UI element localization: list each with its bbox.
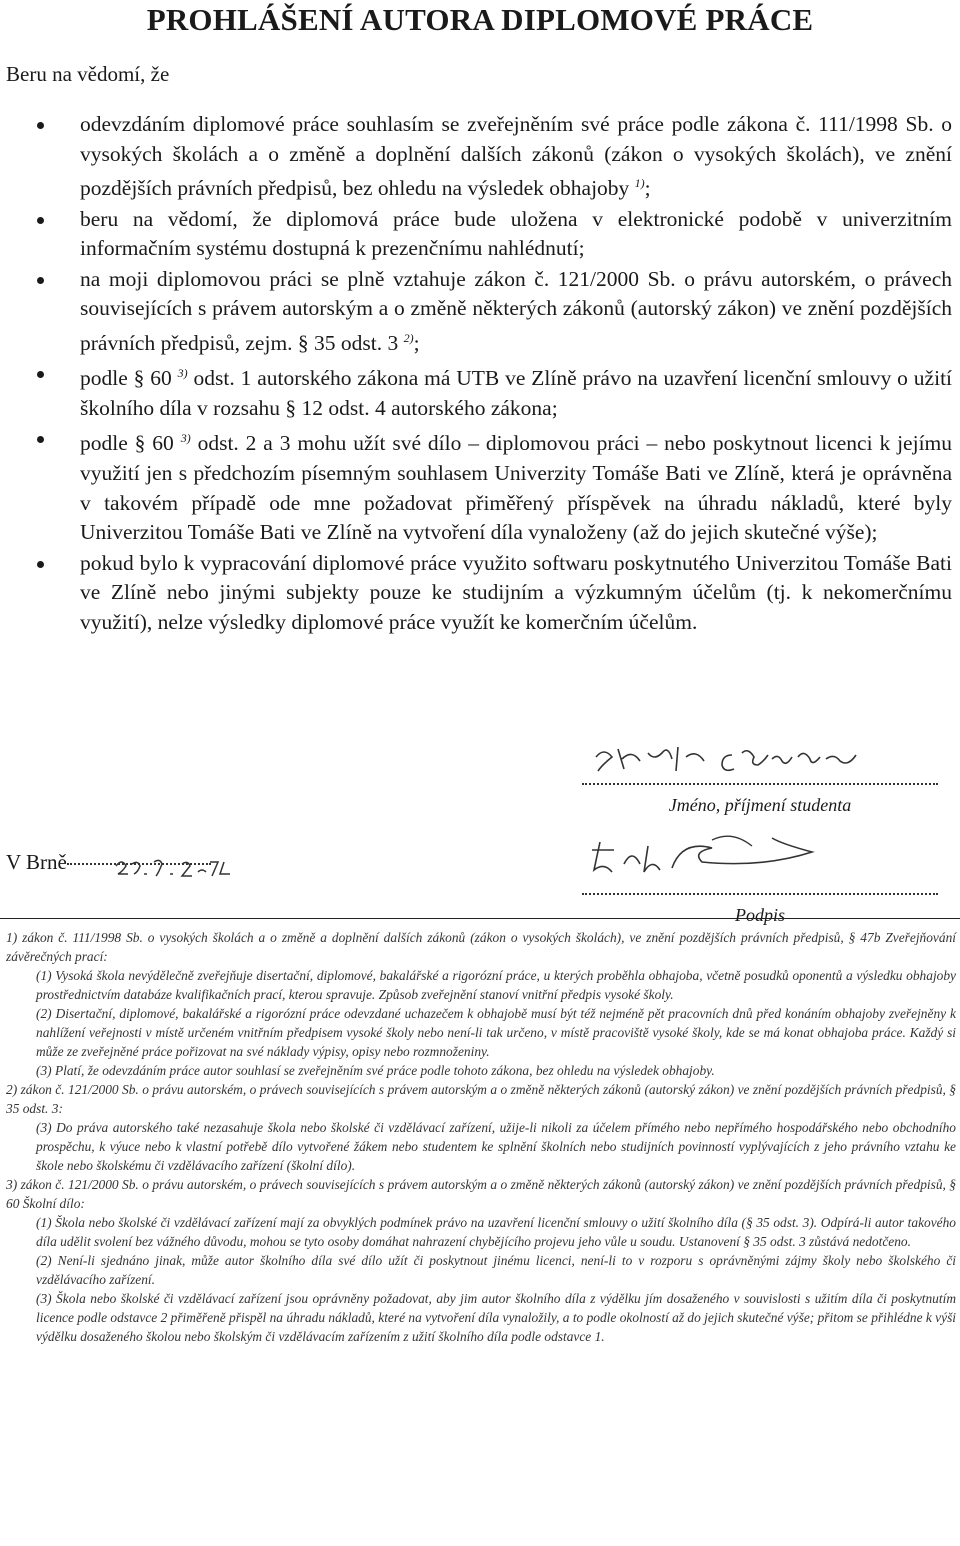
bullet-icon xyxy=(37,122,44,129)
handwritten-date-image xyxy=(110,852,240,882)
handwritten-name-image xyxy=(582,735,938,783)
footnotes xyxy=(6,928,956,1346)
footnote-ref: 3) xyxy=(180,431,191,446)
footnote-2: 2) zákon č. 121/2000 Sb. o právu autorském, o právech souvisejících s právem autorským a o změně některých zákonů (autorský zákon) ve znění pozdějších právních předpisů, § 35 odst. 3: xyxy=(6,1082,956,1116)
list-item xyxy=(0,424,960,547)
list-item xyxy=(0,359,960,423)
item-text-end: ; xyxy=(413,330,420,355)
footnote-1: 1) zákon č. 111/1998 Sb. o vysokých školách a o změně a doplnění dalších zákonů (zákon o vysokých školách), ve znění pozdějších právních předpisů, § 47b Zveřejňování závěrečných prací: xyxy=(6,930,956,964)
footnote-1-para-2: (2) Disertační, diplomové, bakalářské a rigorózní práce odevzdané uchazečem k obhajobě musí být též nejméně pět pracovních dnů před konáním obhajoby zveřejněny k nahlížení veřejnosti v místě určeném vnitřním předpisem vysoké školy nebo není-li tak určeno, v místě pracoviště vysoké školy, kde se má konat obhajoba práce. Každý si může ze zveřejněné práce pořizovat na své náklady výpisy, opisy nebo rozmnoženiny. xyxy=(36,1006,956,1059)
item-text: podle § 60 xyxy=(80,431,174,456)
list-item xyxy=(0,110,960,204)
footnote-3-para-3: (3) Škola nebo školské či vzdělávací zařízení jsou oprávněny požadovat, aby jim autor školního díla z výdělku jím dosaženého v souvislosti s užitím díla či poskytnutím licence podle odstavce 2 přiměřeně přispěl na úhradu nákladů, které na vytvoření díla vynaložily, a to podle okolností až do jejich skutečné výše; přitom se přihlédne k výši výdělku dosaženého školou nebo školským či vzdělávacím zařízením z užití školního díla podle odstavce 1. xyxy=(36,1291,956,1344)
signature-label: Podpis xyxy=(734,905,785,925)
footnote-1-para-1: (1) Vysoká škola nevýdělečně zveřejňuje disertační, diplomové, bakalářské a rigorózní práce, u kterých proběhla obhajoba, včetně posudků oponentů a výsledku obhajoby prostřednictvím databáze kvalifikačních prací, kterou spravuje. Způsob zveřejnění stanoví vnitřní předpis vysoké školy. xyxy=(36,968,956,1002)
bullet-icon xyxy=(37,277,44,284)
footnote-divider xyxy=(0,918,960,919)
bullet-icon xyxy=(37,561,44,568)
footnote-3-para-1: (1) Škola nebo školské či vzdělávací zařízení mají za obvyklých podmínek právo na uzavření licenční smlouvy o užití školního díla (§ 35 odst. 3). Odpírá-li autor takového díla udělit svolení bez vážného důvodu, mohou se tyto osoby domáhat nahrazení chybějícího projevu jeho vůle u soudu. Ustanovení § 35 odst. 3 zůstává nedotčeno. xyxy=(36,1215,956,1249)
intro-text: Beru na vědomí, že xyxy=(6,62,170,86)
name-label: Jméno, příjmení studenta xyxy=(668,795,852,815)
footnote-ref: 3) xyxy=(177,366,188,381)
declaration-list xyxy=(0,110,960,638)
footnote-3: 3) zákon č. 121/2000 Sb. o právu autorském, o právech souvisejících s právem autorským a o změně některých zákonů (autorský zákon) ve znění pozdějších právních předpisů, § 60 Školní dílo: xyxy=(6,1177,956,1211)
signature-dotted-line xyxy=(582,893,938,895)
name-block xyxy=(582,735,938,816)
footnote-1-para-3: (3) Platí, že odevzdáním práce autor souhlasí se zveřejněním své práce podle tohoto zákona, bez ohledu na výsledek obhajoby. xyxy=(36,1063,715,1078)
footnote-ref: 2) xyxy=(403,330,414,345)
item-text: odevzdáním diplomové práce souhlasím se zveřejněním své práce podle zákona č. 111/1998 Sb. o vysokých školách a o změně a doplnění dalších zákonů (zákon o vysokých školách), ve znění pozdějších právních předpisů, bez ohledu na výsledek obhajoby xyxy=(80,112,952,201)
page-title: PROHLÁŠENÍ AUTORA DIPLOMOVÉ PRÁCE xyxy=(146,2,814,37)
item-text-end: odst. 1 autorského zákona má UTB ve Zlíně právo na uzavření licenční smlouvy o užití školního díla v rozsahu § 12 odst. 4 autorského zákona; xyxy=(80,366,953,420)
footnote-2-para-1: (3) Do práva autorského také nezasahuje škola nebo školské či vzdělávací zařízení, užije-li nikoli za účelem přímého nebo nepřímého hospodářského nebo obchodního prospěchu, k výuce nebo k vlastní potřebě dílo vytvořené žákem nebo studentem ke splnění školních nebo studijních povinností vyplývajících z jeho právního vztahu ke škole nebo školskému či vzdělávacího zařízení (školní dílo). xyxy=(36,1120,956,1173)
bullet-icon xyxy=(37,217,44,224)
signature-image xyxy=(582,828,938,888)
bullet-icon xyxy=(37,371,44,378)
item-text-end: ; xyxy=(644,176,651,201)
signature-block xyxy=(582,828,938,926)
item-text: podle § 60 xyxy=(80,366,172,391)
bullet-icon xyxy=(37,436,44,443)
list-item xyxy=(0,549,960,638)
name-dotted-line xyxy=(582,783,938,785)
item-text-end: odst. 2 a 3 mohu užít své dílo – diplomovou práci – nebo poskytnout licenci k jejímu využití jen s předchozím písemným souhlasem Univerzity Tomáše Bati ve Zlíně, která je oprávněna v takovém případě ode mne požadovat přiměřený příspěvek na úhradu nákladů, které byly Univerzitou Tomáše Bati ve Zlíně na vytvoření díla vynaloženy (až do jejich skutečné výše); xyxy=(80,431,953,545)
place-label: V Brně xyxy=(6,850,67,874)
item-text: pokud bylo k vypracování diplomové práce využito softwaru poskytnutého Univerzitou Tomáše Bati ve Zlíně nebo jinými subjekty pouze ke studijním a výzkumným účelům (tj. k nekomerčnímu využití), nelze výsledky diplomové práce využít ke komerčním účelům. xyxy=(80,550,952,634)
list-item xyxy=(0,265,960,359)
footnote-3-para-2: (2) Není-li sjednáno jinak, může autor školního díla své dílo užít či poskytnout jinému licenci, není-li to v rozporu s oprávněnými zájmy školy nebo školského či vzdělávacího zařízení. xyxy=(36,1253,956,1287)
item-text: na moji diplomovou práci se plně vztahuje zákon č. 121/2000 Sb. o právu autorském, o právech souvisejících s právem autorským a o změně některých zákonů (autorský zákon) ve znění pozdějších právních předpisů, zejm. § 35 odst. 3 xyxy=(80,266,952,355)
item-text: beru na vědomí, že diplomová práce bude uložena v elektronické podobě v univerzitním informačním systému dostupná k prezenčnímu nahlédnutí; xyxy=(80,206,952,261)
list-item xyxy=(0,205,960,264)
footnote-ref: 1) xyxy=(634,176,645,190)
